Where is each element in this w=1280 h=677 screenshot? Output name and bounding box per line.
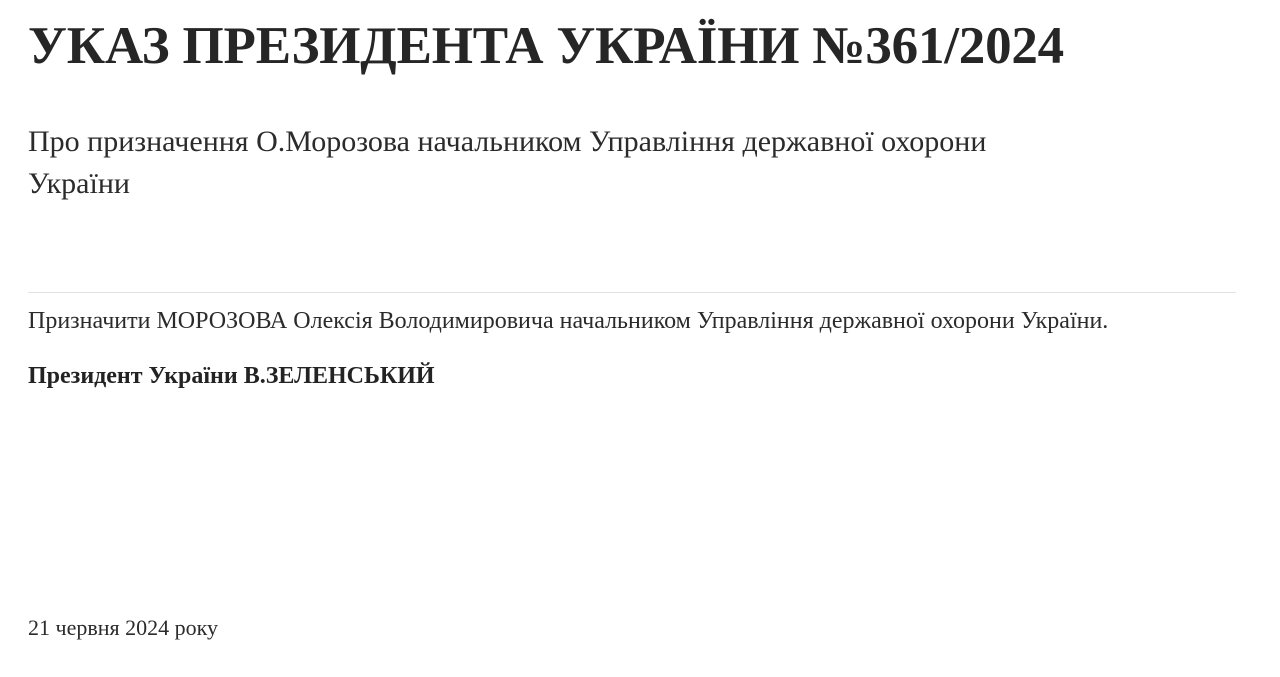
signature-line: Президент України В.ЗЕЛЕНСЬКИЙ [28,363,435,390]
divider [28,292,1236,293]
body-paragraph: Призначити МОРОЗОВА Олексія Володимировича начальником Управління державної охорони України. [28,308,1109,335]
document-subtitle: Про призначення О.Морозова начальником Управління державної охорони України [28,125,987,200]
page-title: УКАЗ ПРЕЗИДЕНТА УКРАЇНИ №361/2024 [28,17,1064,75]
document-body [28,204,1236,394]
document-date: 21 червня 2024 року [28,615,218,640]
